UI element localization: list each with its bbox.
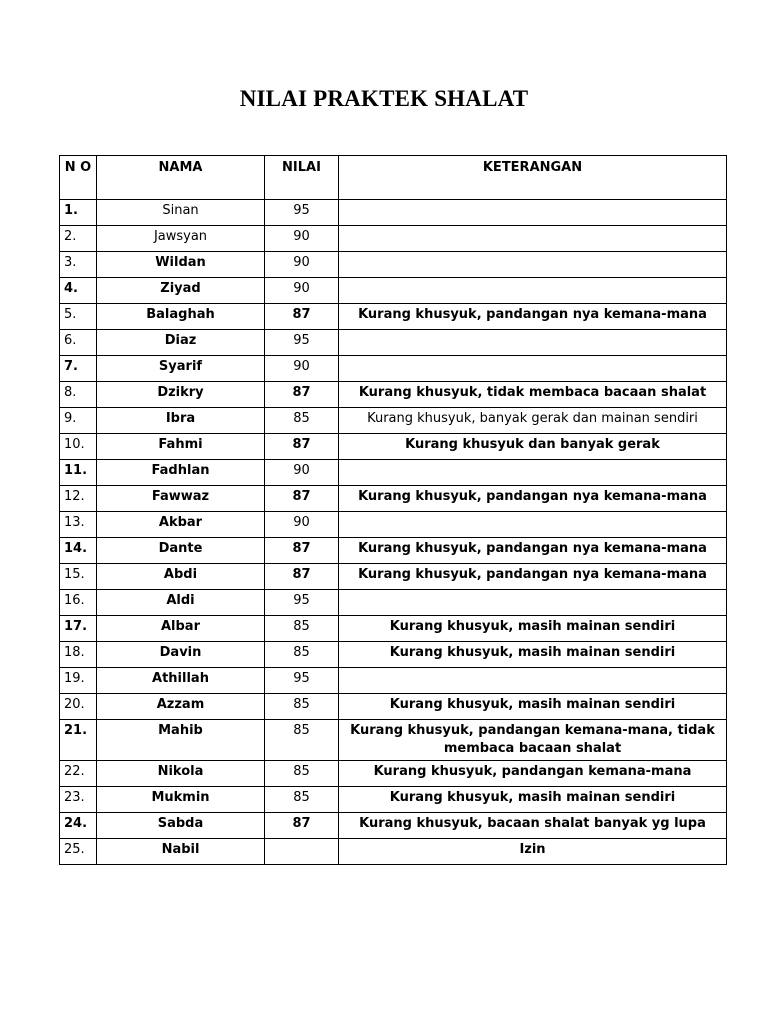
table-row [60,486,727,512]
cell-no: 2. [60,226,97,252]
cell-keterangan: Kurang khusyuk, pandangan nya kemana-mana [339,538,727,564]
cell-nama: Dante [97,538,265,564]
table-row [60,787,727,813]
cell-nilai: 90 [265,252,339,278]
cell-nilai: 90 [265,356,339,382]
cell-nama: Ibra [97,408,265,434]
cell-keterangan [339,226,727,252]
cell-nilai: 90 [265,512,339,538]
table-row [60,460,727,486]
cell-keterangan [339,512,727,538]
cell-keterangan: Kurang khusyuk, masih mainan sendiri [339,642,727,668]
cell-nama: Ziyad [97,278,265,304]
table-row [60,226,727,252]
page-title: NILAI PRAKTEK SHALAT [239,86,529,111]
cell-no: 17. [60,616,97,642]
grades-table [59,155,727,865]
table-row [60,304,727,330]
table-row [60,330,727,356]
table-row [60,512,727,538]
cell-keterangan [339,200,727,226]
cell-nilai: 87 [265,564,339,590]
table-row [60,408,727,434]
cell-no: 19. [60,668,97,694]
cell-keterangan: Kurang khusyuk, tidak membaca bacaan shalat [339,382,727,408]
cell-no: 3. [60,252,97,278]
cell-nama: Albar [97,616,265,642]
cell-nama: Syarif [97,356,265,382]
table-row [60,616,727,642]
header-no: N O [60,156,97,200]
table-row [60,720,727,761]
cell-nilai: 85 [265,787,339,813]
cell-no: 15. [60,564,97,590]
cell-nilai: 90 [265,278,339,304]
cell-nama: Abdi [97,564,265,590]
cell-nilai: 87 [265,538,339,564]
cell-keterangan: Kurang khusyuk, pandangan nya kemana-mana [339,486,727,512]
cell-keterangan [339,278,727,304]
cell-no: 6. [60,330,97,356]
table-row [60,813,727,839]
table-row [60,590,727,616]
cell-nilai: 85 [265,408,339,434]
table-header-row [60,156,727,200]
cell-keterangan: Kurang khusyuk dan banyak gerak [339,434,727,460]
cell-no: 20. [60,694,97,720]
cell-keterangan: Kurang khusyuk, banyak gerak dan mainan sendiri [339,408,727,434]
table-row [60,356,727,382]
cell-nama: Mukmin [97,787,265,813]
cell-nilai: 85 [265,642,339,668]
cell-nama: Diaz [97,330,265,356]
cell-no: 22. [60,761,97,787]
cell-nama: Nabil [97,839,265,865]
table-row [60,642,727,668]
cell-no: 5. [60,304,97,330]
cell-nama: Fahmi [97,434,265,460]
cell-keterangan: Kurang khusyuk, bacaan shalat banyak yg lupa [339,813,727,839]
cell-nilai [265,839,339,865]
cell-nilai: 85 [265,616,339,642]
cell-nama: Sabda [97,813,265,839]
cell-nama: Nikola [97,761,265,787]
cell-nama: Akbar [97,512,265,538]
cell-keterangan: Kurang khusyuk, masih mainan sendiri [339,694,727,720]
cell-keterangan: Kurang khusyuk, masih mainan sendiri [339,787,727,813]
table-row [60,564,727,590]
cell-no: 16. [60,590,97,616]
cell-nilai: 95 [265,590,339,616]
cell-keterangan: Izin [339,839,727,865]
cell-nilai: 95 [265,668,339,694]
cell-keterangan [339,668,727,694]
cell-nilai: 95 [265,330,339,356]
cell-keterangan: Kurang khusyuk, pandangan nya kemana-mana [339,564,727,590]
cell-nama: Jawsyan [97,226,265,252]
table-row [60,382,727,408]
table-row [60,538,727,564]
cell-no: 1. [60,200,97,226]
header-keterangan: KETERANGAN [339,156,727,200]
cell-no: 24. [60,813,97,839]
cell-nama: Azzam [97,694,265,720]
cell-keterangan [339,252,727,278]
table-row [60,839,727,865]
cell-no: 7. [60,356,97,382]
table-body [60,200,727,865]
header-nama: NAMA [97,156,265,200]
cell-keterangan: Kurang khusyuk, pandangan kemana-mana, tidak membaca bacaan shalat [339,720,727,761]
cell-no: 11. [60,460,97,486]
cell-nilai: 87 [265,382,339,408]
cell-no: 8. [60,382,97,408]
cell-keterangan: Kurang khusyuk, pandangan kemana-mana [339,761,727,787]
cell-keterangan [339,356,727,382]
cell-nilai: 85 [265,720,339,761]
cell-nama: Sinan [97,200,265,226]
table-row [60,761,727,787]
cell-nilai: 90 [265,226,339,252]
cell-nilai: 90 [265,460,339,486]
cell-no: 21. [60,720,97,761]
cell-nilai: 87 [265,304,339,330]
cell-nilai: 87 [265,813,339,839]
cell-nilai: 85 [265,694,339,720]
cell-nama: Aldi [97,590,265,616]
cell-no: 14. [60,538,97,564]
cell-no: 4. [60,278,97,304]
table-row [60,668,727,694]
cell-keterangan [339,330,727,356]
cell-nama: Mahib [97,720,265,761]
cell-nilai: 85 [265,761,339,787]
cell-keterangan: Kurang khusyuk, pandangan nya kemana-mana [339,304,727,330]
cell-nilai: 87 [265,434,339,460]
cell-nama: Wildan [97,252,265,278]
cell-keterangan: Kurang khusyuk, masih mainan sendiri [339,616,727,642]
cell-keterangan [339,460,727,486]
cell-no: 25. [60,839,97,865]
cell-nama: Athillah [97,668,265,694]
cell-nilai: 87 [265,486,339,512]
cell-nama: Fadhlan [97,460,265,486]
cell-no: 13. [60,512,97,538]
cell-no: 9. [60,408,97,434]
table-row [60,200,727,226]
cell-no: 23. [60,787,97,813]
cell-nama: Dzikry [97,382,265,408]
table-row [60,278,727,304]
cell-nama: Davin [97,642,265,668]
table-row [60,252,727,278]
header-nilai: NILAI [265,156,339,200]
table-row [60,434,727,460]
cell-nama: Balaghah [97,304,265,330]
cell-no: 12. [60,486,97,512]
table-row [60,694,727,720]
cell-keterangan [339,590,727,616]
cell-no: 10. [60,434,97,460]
cell-no: 18. [60,642,97,668]
cell-nama: Fawwaz [97,486,265,512]
cell-nilai: 95 [265,200,339,226]
